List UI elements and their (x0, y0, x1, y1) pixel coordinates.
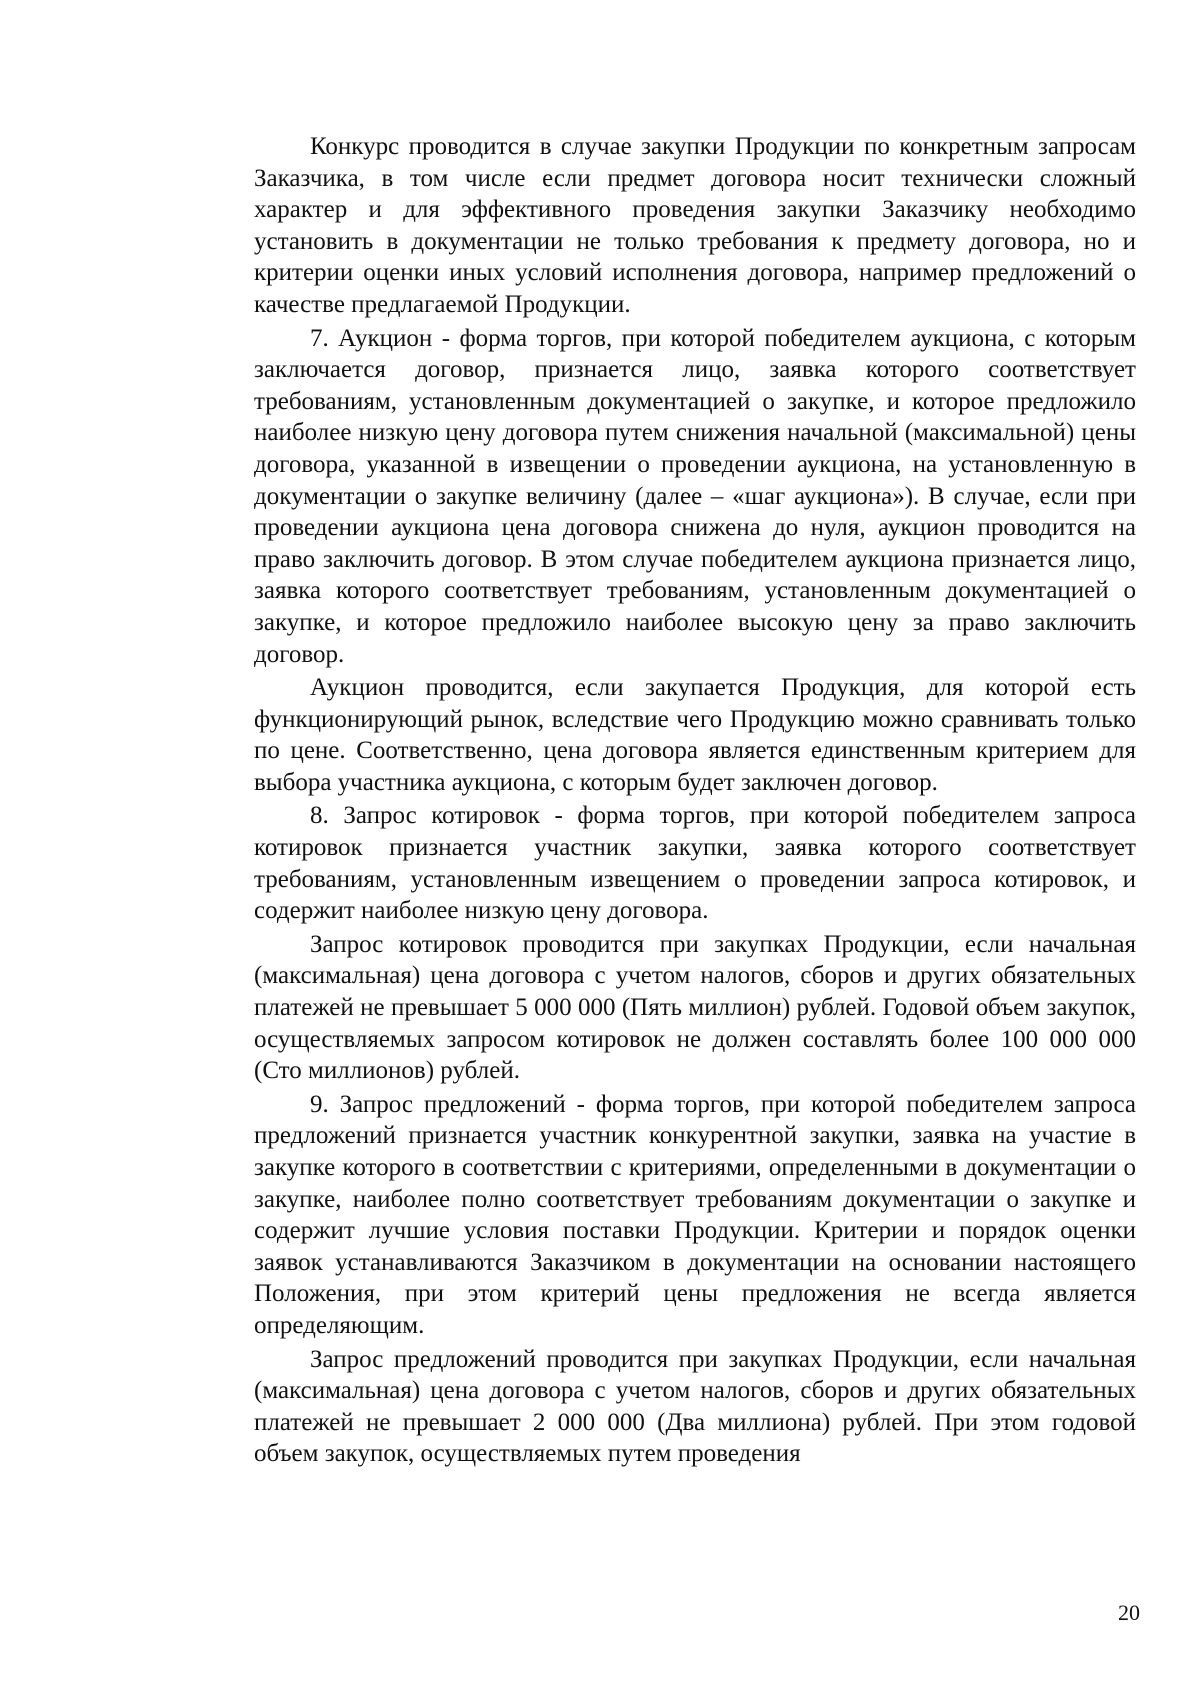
paragraph-auction-conditions: Аукцион проводится, если закупается Продукция, для которой есть функционирующий рынок, вследствие чего Продукцию можно сравнивать только по цене. Соответственно, цена договора является единственным критерием для выбора участника аукциона, с которым будет заключен договор. (254, 674, 1136, 796)
paragraph-auction-definition: 7. Аукцион - форма торгов, при которой победителем аукциона, с которым заключается договор, признается лицо, заявка которого соответствует требованиям, установленным документацией о закупке, и которое предложило наиболее низкую цену договора путем снижения начальной (максимальной) цены договора, указанной в извещении о проведении аукциона, на установленную в документации о закупке величину (далее – «шаг аукциона»). В случае, если при проведении аукциона цена договора снижена до нуля, аукцион проводится на право заключить договор. В этом случае победителем аукциона признается лицо, заявка которого соответствует требованиям, установленным документацией о закупке, и которое предложило наиболее высокую цену за право заключить договор. (254, 324, 1136, 668)
paragraph-quotation-definition: 8. Запрос котировок - форма торгов, при которой победителем запроса котировок признается участник закупки, заявка которого соответствует требованиям, установленным извещением о проведении запроса котировок, и содержит наиболее низкую цену договора. (254, 802, 1136, 925)
body-text (254, 131, 1136, 1472)
paragraph-konkurs: Конкурс проводится в случае закупки Продукции по конкретным запросам Заказчика, в том числе если предмет договора носит технически сложный характер и для эффективного проведения закупки Заказчику необходимо установить в документации не только требования к предмету договора, но и критерии оценки иных условий исполнения договора, например предложений о качестве предлагаемой Продукции. (254, 133, 1136, 318)
paragraph-proposal-conditions: Запрос предложений проводится при закупках Продукции, если начальная (максимальная) цена договора с учетом налогов, сборов и других обязательных платежей не превышает 2 000 000 (Два миллиона) рублей. При этом годовой объем закупок, осуществляемых путем проведения (254, 1345, 1136, 1468)
paragraph-quotation-conditions: Запрос котировок проводится при закупках Продукции, если начальная (максимальная) цена договора с учетом налогов, сборов и других обязательных платежей не превышает 5 000 000 (Пять миллион) рублей. Годовой объем закупок, осуществляемых запросом котировок не должен составлять более 100 000 000 (Сто миллионов) рублей. (254, 930, 1136, 1085)
page-number: 20 (1118, 1600, 1140, 1625)
paragraph-proposal-definition: 9. Запрос предложений - форма торгов, при которой победителем запроса предложений признается участник конкурентной закупки, заявка на участие в закупке которого в соответствии с критериями, определенными в документации о закупке, наиболее полно соответствует требованиям документации о закупке и содержит лучшие условия поставки Продукции. Критерии и порядок оценки заявок устанавливаются Заказчиком в документации на основании настоящего Положения, при этом критерий цены предложения не всегда является определяющим. (254, 1090, 1136, 1339)
